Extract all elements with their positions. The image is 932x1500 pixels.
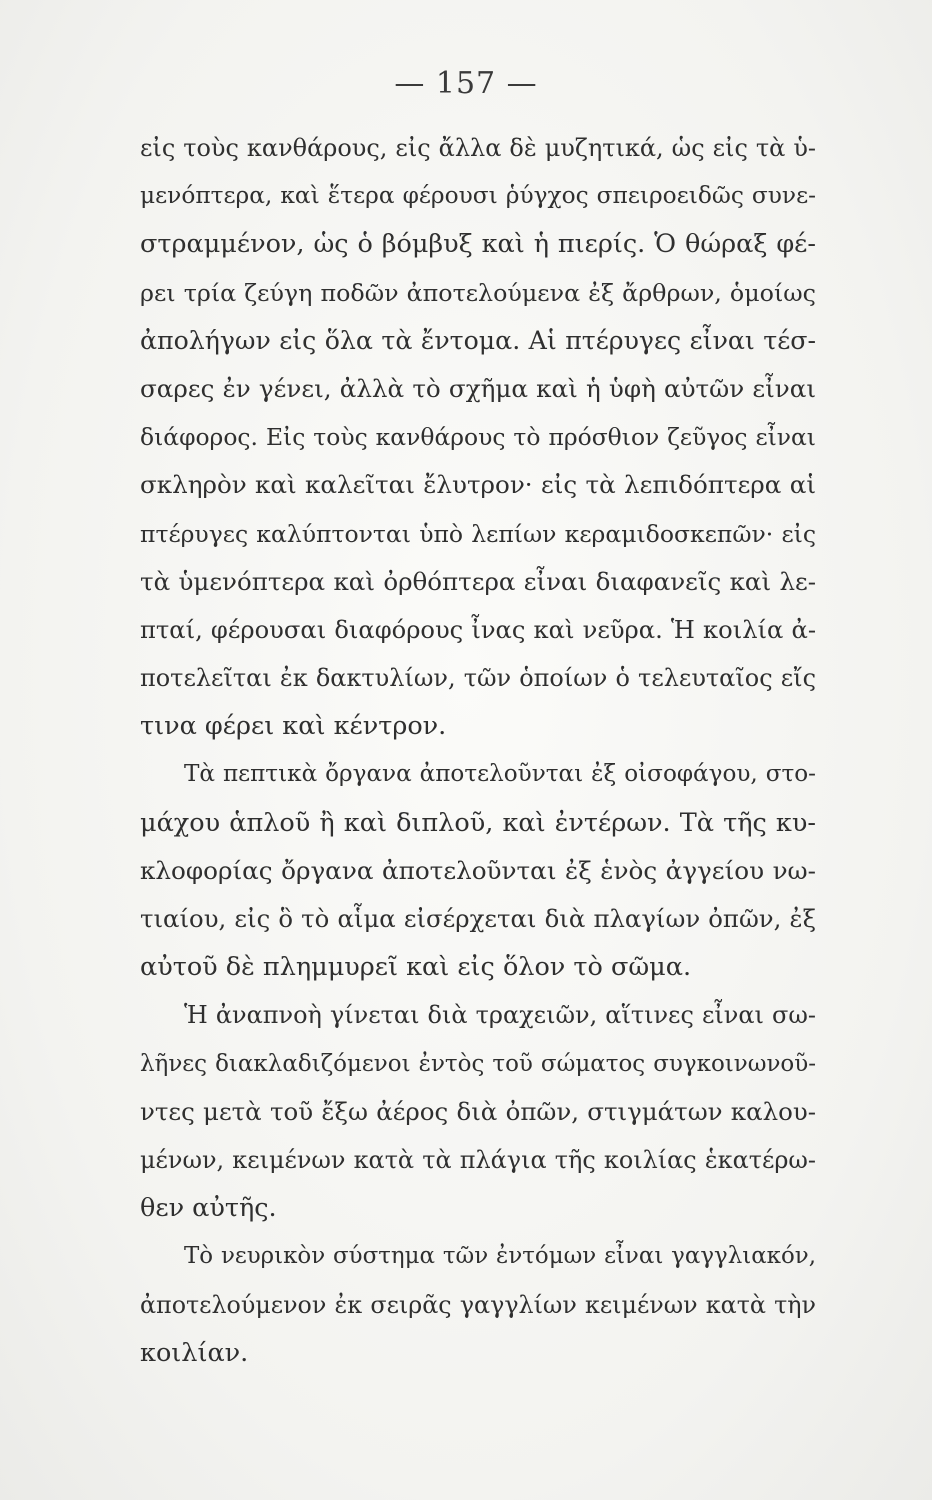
text-line: ἀπολήγων εἰς ὅλα τὰ ἔντομα. Αἱ πτέρυγες εἶναι τέσ-	[140, 325, 816, 355]
paragraph-insect-anatomy	[140, 124, 816, 750]
text-line: θεν αὐτῆς.	[140, 1193, 277, 1224]
text-line: τὰ ὑμενόπτερα καὶ ὀρθόπτερα εἶναι διαφανεῖς καὶ λε-	[140, 566, 816, 596]
text-line: ἀποτελούμενον ἐκ σειρᾶς γαγγλίων κειμένων κατὰ τὴν	[140, 1290, 816, 1319]
text-line: μάχου ἁπλοῦ ἢ καὶ διπλοῦ, καὶ ἐντέρων. Τὰ τῆς κυ-	[140, 807, 816, 838]
text-line: τιαίου, εἰς ὃ τὸ αἷμα εἰσέρχεται διὰ πλαγίων ὀπῶν, ἐξ	[140, 904, 816, 933]
text-line: πτέρυγες καλύπτονται ὑπὸ λεπίων κεραμιδοσκεπῶν· εἰς	[140, 519, 816, 548]
text-line: σκληρὸν καὶ καλεῖται ἔλυτρον· εἰς τὰ λεπιδόπτερα αἱ	[140, 470, 816, 500]
text-line: μένων, κειμένων κατὰ τὰ πλάγια τῆς κοιλίας ἑκατέρω-	[140, 1145, 816, 1174]
body-text	[140, 124, 816, 1377]
text-line: αὐτοῦ δὲ πλημμυρεῖ καὶ εἰς ὅλον τὸ σῶμα.	[140, 952, 692, 983]
text-line: λῆνες διακλαδιζόμενοι ἐντὸς τοῦ σώματος συγκοινωνοῦ-	[140, 1050, 816, 1077]
text-line: κοιλίαν.	[140, 1337, 249, 1368]
text-line: ποτελεῖται ἐκ δακτυλίων, τῶν ὁποίων ὁ τελευταῖος εἴς	[140, 664, 816, 693]
text-line: πταί, φέρουσαι διαφόρους ἶνας καὶ νεῦρα. Ἡ κοιλία ἀ-	[140, 615, 816, 644]
text-line: μενόπτερα, καὶ ἕτερα φέρουσι ῥύγχος σπειροειδῶς συνε-	[140, 182, 816, 210]
paragraph-nervous-system	[140, 1232, 816, 1377]
page-number: — 157 —	[394, 66, 538, 101]
text-line: ρει τρία ζεύγη ποδῶν ἀποτελούμενα ἐξ ἄρθρων, ὁμοίως	[140, 278, 816, 307]
text-line: Ἡ ἀναπνοὴ γίνεται διὰ τραχειῶν, αἵτινες εἶναι σω-	[184, 1001, 816, 1030]
paragraph-respiration	[140, 991, 816, 1232]
text-line: Τὸ νευρικὸν σύστημα τῶν ἐντόμων εἶναι γαγγλιακόν,	[184, 1243, 816, 1270]
text-line: εἰς τοὺς κανθάρους, εἰς ἄλλα δὲ μυζητικά, ὡς εἰς τὰ ὑ-	[140, 134, 816, 162]
text-line: τινα φέρει καὶ κέντρον.	[140, 711, 447, 742]
paragraph-digestive-circulatory	[140, 750, 816, 991]
text-line: κλοφορίας ὄργανα ἀποτελοῦνται ἐξ ἑνὸς ἀγγείου νω-	[140, 855, 816, 885]
text-line: σαρες ἐν γένει, ἀλλὰ τὸ σχῆμα καὶ ἡ ὑφὴ αὐτῶν εἶναι	[140, 373, 816, 403]
text-line: διάφορος. Εἰς τοὺς κανθάρους τὸ πρόσθιον ζεῦγος εἶναι	[140, 423, 816, 452]
text-line: Τὰ πεπτικὰ ὄργανα ἀποτελοῦνται ἐξ οἰσοφάγου, στο-	[184, 761, 816, 788]
text-line: στραμμένον, ὡς ὁ βόμβυξ καὶ ἡ πιερίς. Ὁ θώραξ φέ-	[140, 229, 816, 260]
text-line: ντες μετὰ τοῦ ἔξω ἀέρος διὰ ὀπῶν, στιγμάτων καλου-	[140, 1096, 816, 1126]
